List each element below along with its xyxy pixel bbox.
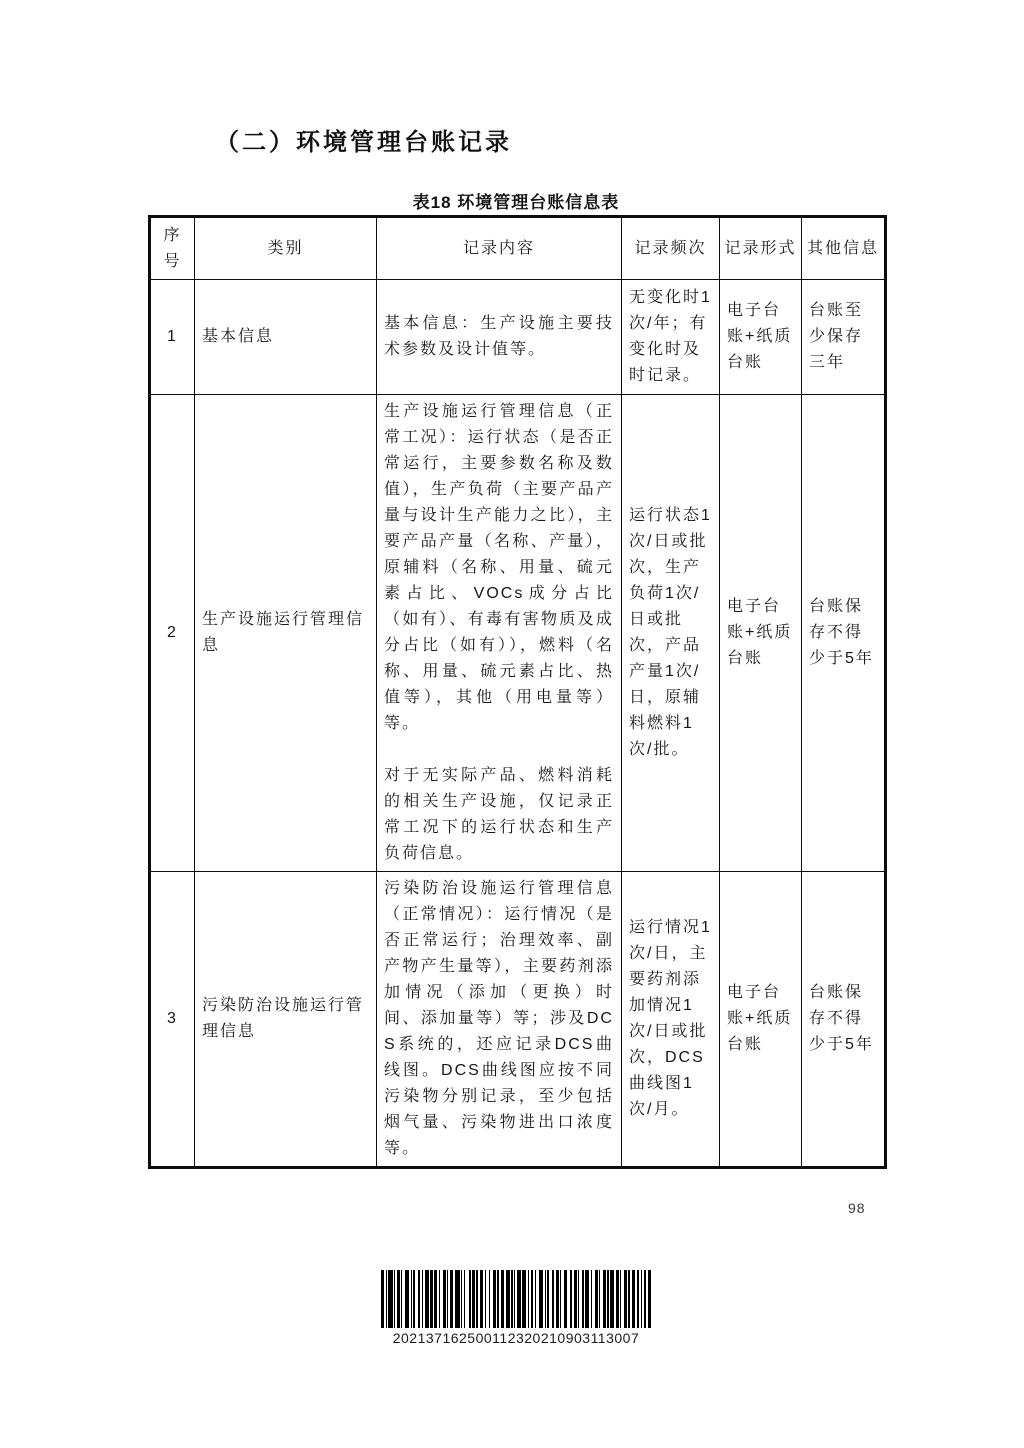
- cell-no: 2: [150, 395, 195, 872]
- cell-content: [377, 395, 622, 872]
- cell-frequency: 运行状态1次/日或批次，生产负荷1次/日或批次，产品产量1次/日，原辅料燃料1次/批。: [622, 395, 720, 872]
- barcode-number: 202137162500112320210903113007: [392, 1330, 640, 1346]
- table-row: [150, 395, 886, 872]
- header-cell-category: 类别: [195, 217, 377, 280]
- content-paragraph: 对于无实际产品、燃料消耗的相关生产设施，仅记录正常工况下的运行状态和生产负荷信息。: [384, 767, 614, 862]
- table-row: [150, 872, 886, 1168]
- cell-frequency: 运行情况1次/日，主要药剂添加情况1次/日或批次，DCS曲线图1次/月。: [622, 872, 720, 1168]
- content-paragraph: 生产设施运行管理信息（正常工况）：运行状态（是否正常运行，主要参数名称及数值），生产负荷（主要产品产量与设计生产能力之比），主要产品产量（名称、产量），原辅料（名称、用量、硫元素占比、VOCs成分占比（如有）、有毒有害物质及成分占比（如有）），燃料（名称、用量、硫元素占比、热值等），其他（用电量等）等。: [384, 403, 614, 732]
- cell-form: 电子台账+纸质台账: [720, 280, 802, 395]
- content-paragraph: 基本信息：生产设施主要技术参数及设计值等。: [384, 315, 614, 358]
- cell-frequency: 无变化时1次/年；有变化时及时记录。: [622, 280, 720, 395]
- cell-category: 生产设施运行管理信息: [195, 395, 377, 872]
- table-title: 表18 环境管理台账信息表: [412, 193, 620, 212]
- header-cell-content: 记录内容: [377, 217, 622, 280]
- cell-form: 电子台账+纸质台账: [720, 872, 802, 1168]
- table-header-row: [150, 217, 886, 280]
- cell-no: 1: [150, 280, 195, 395]
- cell-other: 台账至少保存三年: [802, 280, 886, 395]
- cell-other: 台账保存不得少于5年: [802, 395, 886, 872]
- section-heading: （二）环境管理台账记录: [215, 130, 512, 156]
- barcode-bars-image: [376, 1270, 656, 1328]
- content-paragraph: 污染防治设施运行管理信息（正常情况）：运行情况（是否正常运行；治理效率、副产物产生量等），主要药剂添加情况（添加（更换）时间、添加量等）等；涉及DCS系统的，还应记录DCS曲线图。DCS曲线图应按不同污染物分别记录，至少包括烟气量、污染物进出口浓度等。: [384, 880, 614, 1157]
- cell-other: 台账保存不得少于5年: [802, 872, 886, 1168]
- header-cell-no: 序号: [150, 217, 195, 280]
- header-cell-other: 其他信息: [802, 217, 886, 280]
- cell-content: [377, 872, 622, 1168]
- cell-no: 3: [150, 872, 195, 1168]
- cell-category: 基本信息: [195, 280, 377, 395]
- header-cell-form: 记录形式: [720, 217, 802, 280]
- header-cell-frequency: 记录频次: [622, 217, 720, 280]
- ledger-table: [148, 215, 887, 1169]
- page-number: 98: [848, 1200, 866, 1216]
- cell-content: [377, 280, 622, 395]
- cell-category: 污染防治设施运行管理信息: [195, 872, 377, 1168]
- table-row: [150, 280, 886, 395]
- cell-form: 电子台账+纸质台账: [720, 395, 802, 872]
- barcode: [376, 1270, 656, 1346]
